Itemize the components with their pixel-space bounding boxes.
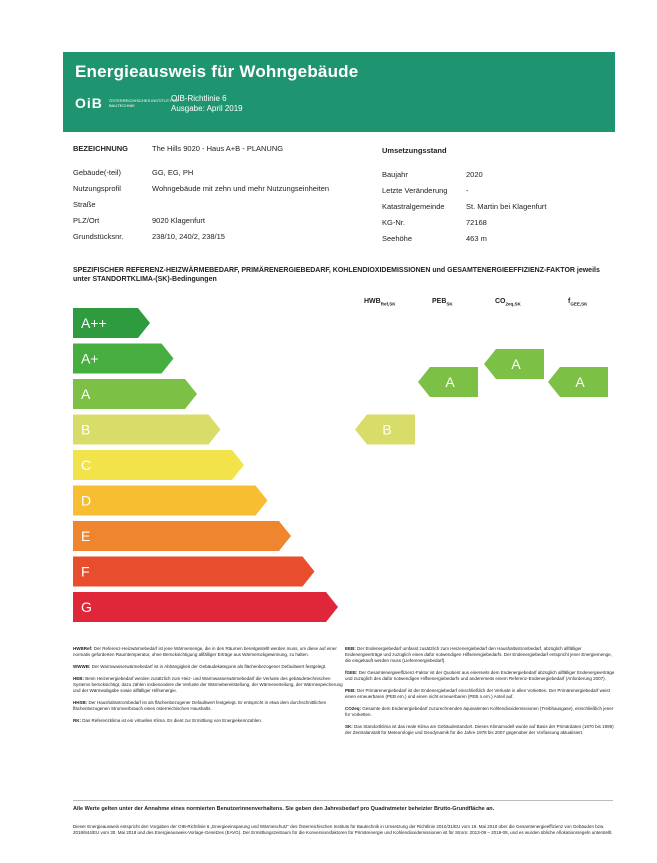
- rating-label: A: [511, 356, 521, 372]
- guideline-label: OIB-Richtlinie 6: [171, 94, 227, 103]
- footer-note: Alle Werte gelten unter der Annahme eines normierten Benutzerinnenverhaltens. Sie geben den Jahresbedarf pro Quadratmeter beheizter Brutto-Grundfläche an.: [73, 806, 495, 812]
- class-bar-label: A+: [81, 350, 99, 367]
- oib-logo-subtitle: ÖSTERREICHISCHES INSTITUT FÜR BAUTECHNIK: [109, 98, 179, 108]
- legend-term: SK:: [345, 724, 354, 729]
- legend-term: CO2eq:: [345, 706, 363, 711]
- legend-text: Das Standortklima ist das reale Klima am Gebäudestandort. Dieses Klimamodell wurde auf Basis der Primärdaten (1970 bis 1999) der Zentralanstalt für Meteorologie und Geodynamik für die Jahre 1978 bis 2007 gegenüber der Vorfassung aktualisiert.: [345, 724, 614, 735]
- legend-text: Der Endenergiebedarf umfasst zusätzlich zum Heizenergiebedarf den Haushaltsstrombedarf, abzüglich allfälliger Endenergieerträge und zuzüglich eines dafür notwendigen Hilfsenergiebedarfs. Der Endenergiebedarf entspricht jener Energiemenge, die eingekauft werden muss (Lieferenergiebedarf).: [345, 646, 612, 663]
- legend-entry: [73, 700, 343, 712]
- legend-entry: [345, 706, 615, 718]
- field-label: KG-Nr.: [382, 218, 405, 227]
- legend-text: Der Warmwasserwärmebedarf ist in Abhängigkeit der Gebäudekategorie als flächenbezogener Defaultwert festgelegt.: [91, 664, 327, 669]
- oib-logo: OiB: [75, 95, 103, 111]
- divider: [73, 800, 613, 801]
- class-bar-label: B: [81, 421, 91, 438]
- field-value: GG, EG, PH: [152, 168, 194, 177]
- legend-entry: [73, 646, 343, 658]
- class-bar-label: G: [81, 599, 92, 615]
- legend-entry: [345, 670, 615, 682]
- class-bar-label: F: [81, 563, 90, 580]
- field-label: Letzte Veränderung: [382, 186, 448, 195]
- legend-term: WWWB:: [73, 664, 92, 669]
- field-label: Straße: [73, 200, 96, 209]
- field-value: 463 m: [466, 234, 487, 243]
- class-bar-label: C: [81, 457, 92, 473]
- class-bar-e: [73, 521, 291, 551]
- legend-entry: [73, 718, 343, 724]
- field-value: -: [466, 186, 469, 195]
- legend-left: [73, 646, 343, 730]
- column-header-fgee: $f_{GEE,SK}$: [568, 298, 588, 307]
- field-label: Baujahr: [382, 170, 408, 179]
- rating-label: A: [575, 374, 585, 390]
- field-value: 2020: [466, 170, 483, 179]
- field-label: Nutzungsprofil: [73, 184, 121, 193]
- class-bar-g: [73, 592, 338, 622]
- legend-text: Der Referenz-Heizwärmebedarf ist jene Wärmemenge, die in den Räumen bereitgestellt werden muss, um diese auf einer normativ geforderten Raumtemperatur, ohne Berücksichtigung allfälliger Erträge aus Wärmerückgewinnung, zu halten.: [73, 646, 337, 657]
- edition-label: Ausgabe: April 2019: [171, 104, 243, 113]
- legend-text: Der Gesamtenergieeffizienz-Faktor ist der Quotient aus einerseits dem Endenergiebedarf abzüglich allfälliger Endenergieerträge und zuzüglich des dafür notwendigen Hilfsenergiebedarfs und andererseits einem Referenz-Endenergiebedarf (Anforderung 2007).: [345, 670, 615, 681]
- field-value: St. Martin bei Klagenfurt: [466, 202, 547, 211]
- class-bar-label: A: [81, 386, 91, 402]
- legend-text: Der Primärenergiebedarf ist der Endenergiebedarf einschließlich der Verluste in allen Vorketten. Der Primärenergiebedarf weist einen erneuerbaren (PEB ern.) und einen nicht erneuerbaren (PEB n.ern.) Anteil auf.: [345, 688, 610, 699]
- legend-entry: [345, 688, 615, 700]
- bezeichnung-value: The Hills 9020 - Haus A+B - PLANUNG: [152, 144, 284, 153]
- legend-term: HWBRef:: [73, 646, 94, 651]
- field-value: 9020 Klagenfurt: [152, 216, 205, 225]
- field-label: Gebäude(-teil): [73, 168, 121, 177]
- legend-text: Der Haushaltsstrombedarf ist als flächenbezogener Defaultwert festgelegt. Er entspricht in etwa dem durchschnittlichen flächenbezogenen Stromverbrauch eines österreichischen Haushalts.: [73, 700, 327, 711]
- bezeichnung-label: BEZEICHNUNG: [73, 144, 129, 153]
- umsetzungsstand-label: Umsetzungsstand: [382, 146, 447, 155]
- field-label: Katastralgemeinde: [382, 202, 445, 211]
- class-bar-a: [73, 379, 197, 409]
- legend-term: EEB:: [345, 646, 358, 651]
- legend-entry: [345, 646, 615, 664]
- column-header-hwb: $HWB_{Ref,SK}$: [364, 298, 396, 307]
- class-bar-d: [73, 486, 268, 516]
- field-value: 238/10, 240/2, 238/15: [152, 232, 225, 241]
- legend-right: [345, 646, 615, 742]
- legend-entry: [345, 724, 615, 736]
- footer-text: Dieser Energieausweis entspricht den Vorgaben der OIB-Richtlinie 6 „Energieeinsparung und Wärmeschutz“ des Österreichischen Instituts für Bautechnik in Umsetzung der Richtlinie 2010/31/EU vom 19. Mai 2010 über die Gesamtenergieeffizienz von Gebäuden bzw. 2018/844/EU vom 30. Mai 2018 und des Energieausweis-Vorlage-Gesetzes (EAVG). Der Ermittlungszeitraum für die Konversionsfaktoren für Primärenergie und Kohlendioxidemissionen ist für Strom: 2013-09 – 2018-08, und es wurden übliche Allokationsregeln unterstellt.: [73, 824, 613, 835]
- field-label: PLZ/Ort: [73, 216, 100, 225]
- class-bar-label: A++: [81, 315, 107, 331]
- legend-term: RK:: [73, 718, 83, 723]
- legend-term: HHSB:: [73, 700, 89, 705]
- legend-term: PEB:: [345, 688, 358, 693]
- field-value: 72168: [466, 218, 487, 227]
- rating-label: B: [382, 421, 392, 438]
- legend-term: fGEE:: [345, 670, 359, 675]
- field-label: Seehöhe: [382, 234, 413, 243]
- legend-text: Gesamte dem Endenergiebedarf zuzurechnenden äquivalenten Kohlendioxidemissionen (Treibhausgase), einschließlich jener für Vorketten.: [345, 706, 614, 717]
- legend-entry: [73, 664, 343, 670]
- class-bar-f: [73, 557, 315, 587]
- page-title: Energieausweis für Wohngebäude: [75, 62, 359, 81]
- legend-text: Beim Heizenergiebedarf werden zusätzlich zum Heiz- und Warmwasserwärmebedarf die Verluste des gebäudetechnischen Systems berücksichtigt, dazu zählen insbesondere die Verluste der Wärmebereitstellung, der Wärmeverteilung, der Wärmespeicherung und der Wärmeabgabe sowie allfälliger Hilfsenergie.: [73, 676, 343, 693]
- rating-label: A: [445, 374, 455, 390]
- column-header-peb: $PEB_{SK}$: [432, 298, 453, 307]
- legend-text: Das Referenzklima ist ein virtuelles Klima. Es dient zur Ermittlung von Energiekennzahlen.: [82, 718, 263, 723]
- legend-entry: [73, 676, 343, 694]
- class-bar-label: E: [81, 528, 91, 544]
- class-bar-b: [73, 415, 221, 445]
- class-bar-label: D: [81, 492, 92, 509]
- section-title: SPEZIFISCHER REFERENZ-HEIZWÄRMEBEDARF, PRIMÄRENERGIEBEDARF, KOHLENDIOXIDEMISSIONEN und GESAMTENERGIEEFFIZIENZ-FAKTOR jeweils unter STANDORTKLIMA-(SK)-Bedingungen: [73, 267, 600, 283]
- field-value: Wohngebäude mit zehn und mehr Nutzungseinheiten: [152, 184, 330, 193]
- class-bar-c: [73, 450, 244, 480]
- field-label: Grundstücksnr.: [73, 232, 124, 241]
- column-header-co2: $CO_{2eq,SK}$: [495, 298, 521, 307]
- legend-term: HEB:: [73, 676, 86, 681]
